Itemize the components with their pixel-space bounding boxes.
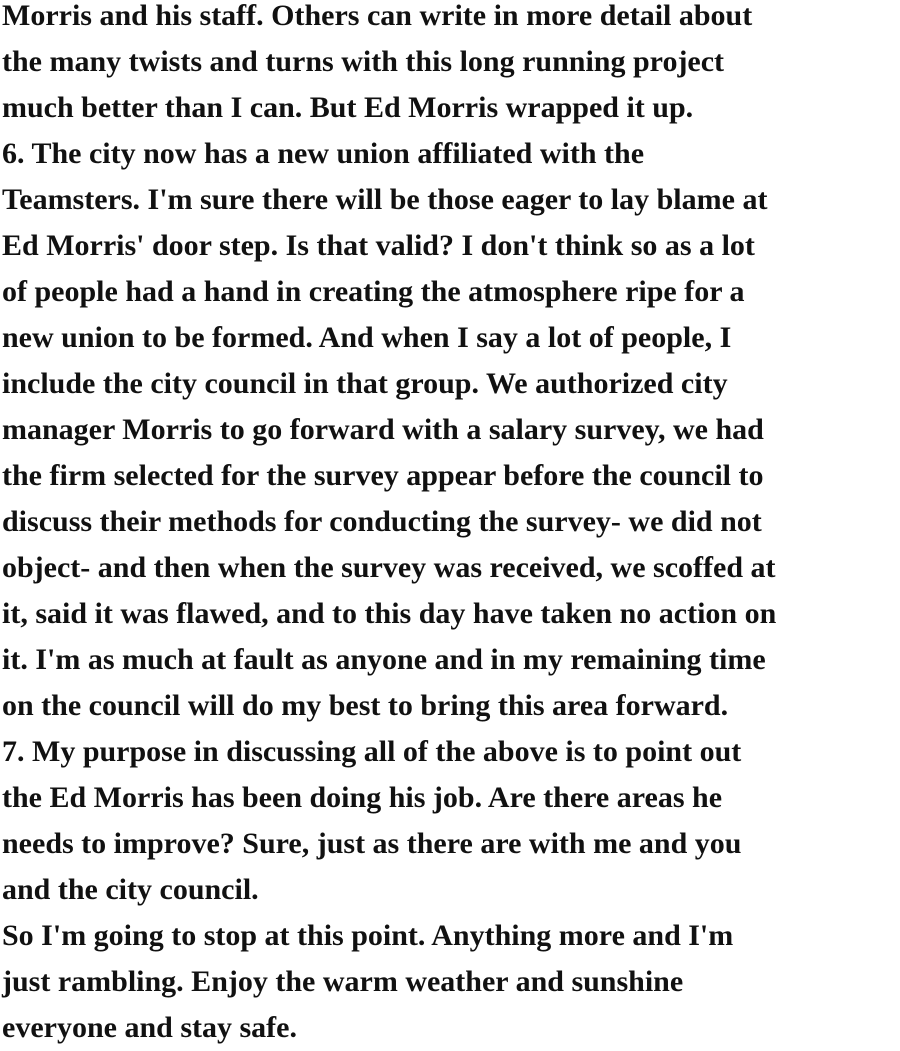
text-line: everyone and stay safe.	[2, 1011, 297, 1044]
text-line: just rambling. Enjoy the warm weather and sunshine	[2, 965, 684, 998]
text-line: the many twists and turns with this long running project	[2, 45, 725, 78]
text-line: 6. The city now has a new union affiliated with the	[2, 137, 645, 170]
text-line: object- and then when the survey was received, we scoffed at	[2, 551, 776, 584]
text-line: Ed Morris' door step. Is that valid? I don't think so as a lot	[2, 229, 755, 262]
text-line: needs to improve? Sure, just as there are with me and you	[2, 827, 742, 860]
text-line: it, said it was flawed, and to this day have taken no action on	[2, 597, 777, 630]
text-line: the firm selected for the survey appear before the council to	[2, 459, 764, 492]
text-line: So I'm going to stop at this point. Anything more and I'm	[2, 919, 734, 952]
text-line: of people had a hand in creating the atmosphere ripe for a	[2, 275, 745, 308]
text-line: new union to be formed. And when I say a lot of people, I	[2, 321, 732, 354]
text-line: Teamsters. I'm sure there will be those eager to lay blame at	[2, 183, 768, 216]
text-line: include the city council in that group. We authorized city	[2, 367, 728, 400]
text-line: manager Morris to go forward with a salary survey, we had	[2, 413, 764, 446]
text-line: discuss their methods for conducting the survey- we did not	[2, 505, 762, 538]
text-line: on the council will do my best to bring this area forward.	[2, 689, 729, 722]
text-line: the Ed Morris has been doing his job. Are there areas he	[2, 781, 723, 814]
text-line: it. I'm as much at fault as anyone and in my remaining time	[2, 643, 766, 676]
text-line: 7. My purpose in discussing all of the above is to point out	[2, 735, 742, 768]
text-line: Morris and his staff. Others can write in more detail about	[2, 0, 753, 32]
text-line: and the city council.	[2, 873, 259, 906]
text-line: much better than I can. But Ed Morris wrapped it up.	[2, 91, 694, 124]
